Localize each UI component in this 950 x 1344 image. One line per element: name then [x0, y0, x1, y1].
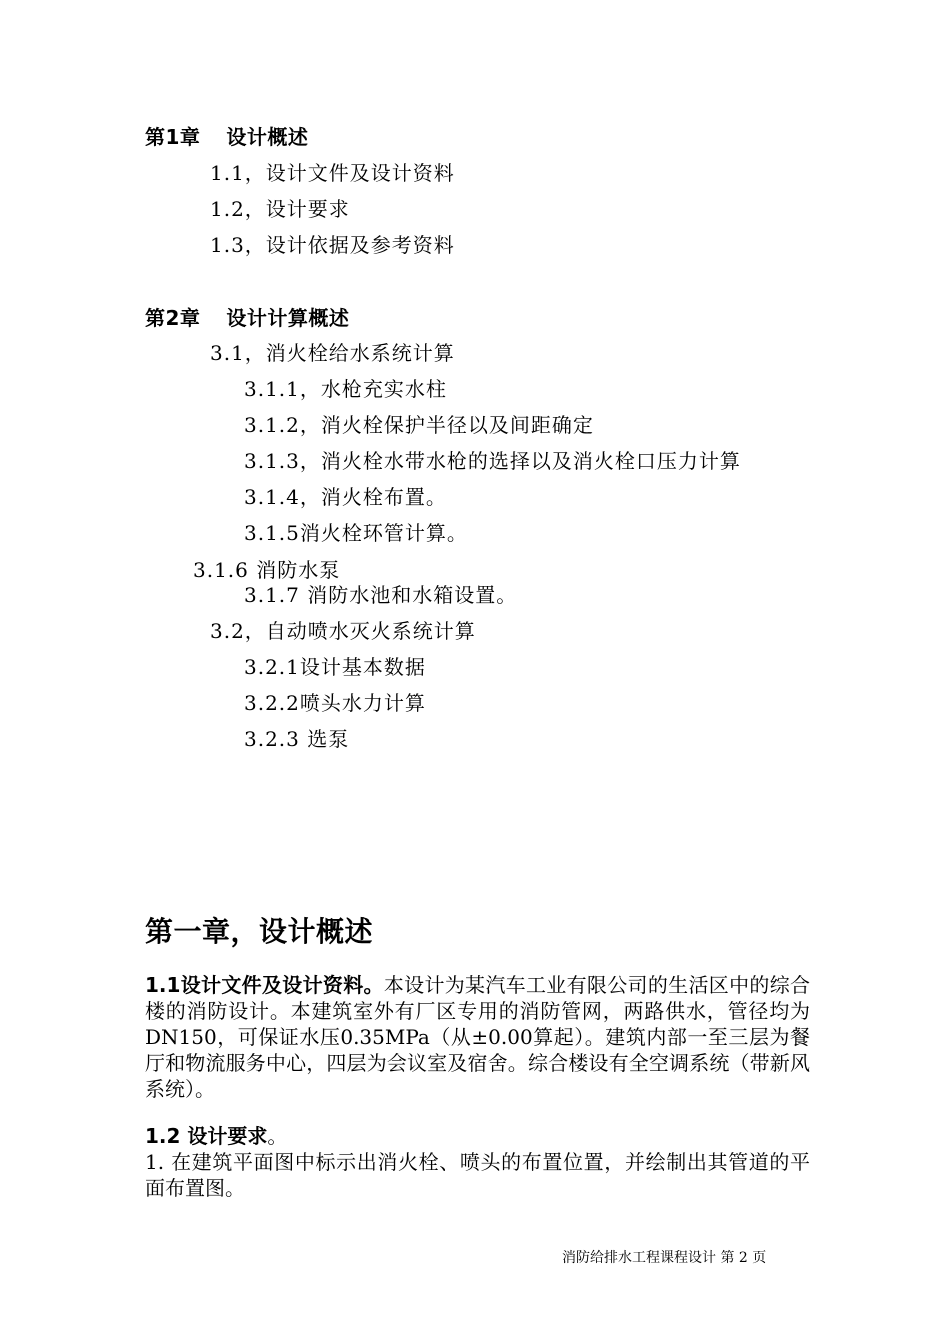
toc-chapter-1-num: 第1章: [145, 125, 201, 149]
toc-item-1-1: 1.1，设计文件及设计资料: [210, 161, 455, 185]
toc-item-3-1-7: 3.1.7 消防水池和水箱设置。: [244, 583, 518, 607]
paragraph-1-1: [145, 972, 810, 1102]
toc-item-3-1: 3.1，消火栓给水系统计算: [210, 341, 455, 365]
toc-chapter-2-title: 设计计算概述: [226, 306, 350, 330]
toc-chapter-2-num: 第2章: [145, 306, 201, 330]
chapter-heading: 第一章，设计概述: [145, 915, 374, 948]
toc-item-1-2: 1.2，设计要求: [210, 197, 350, 221]
toc-item-3-2: 3.2，自动喷水灭火系统计算: [210, 619, 476, 643]
toc-item-3-1-5: 3.1.5消火栓环管计算。: [244, 521, 468, 545]
section-1-2-title: [145, 1123, 810, 1149]
toc-chapter-1: [145, 127, 308, 147]
paragraph-1-1-text: 本设计为某汽车工业有限公司的生活区中的综合楼的消防设计。本建筑室外有厂区专用的消防管网，两路供水，管径均为DN150，可保证水压0.35MPa（从±0.00算起）。建筑内部一至三层为餐厅和物流服务中心，四层为会议室及宿舍。综合楼设有全空调系统（带新风系统）。: [145, 973, 810, 1101]
toc-item-3-1-1: 3.1.1，水枪充实水柱: [244, 377, 447, 401]
toc-chapter-1-title: 设计概述: [226, 125, 309, 149]
section-1-2-tail: 。: [267, 1124, 288, 1148]
toc-item-3-2-2: 3.2.2喷头水力计算: [244, 691, 426, 715]
requirement-item-1: 1. 在建筑平面图中标示出消火栓、喷头的布置位置，并绘制出其管道的平面布置图。: [145, 1150, 810, 1200]
toc-item-3-2-1: 3.2.1设计基本数据: [244, 655, 426, 679]
paragraph-1-1-lead: 1.1设计文件及设计资料。: [145, 973, 384, 997]
toc-item-3-1-6: 3.1.6 消防水泵: [193, 558, 341, 582]
toc-item-3-1-3: 3.1.3，消火栓水带水枪的选择以及消火栓口压力计算: [244, 449, 741, 473]
toc-item-3-1-4: 3.1.4，消火栓布置。: [244, 485, 447, 509]
toc-item-3-2-3: 3.2.3 选泵: [244, 727, 350, 751]
toc-chapter-2: [145, 308, 349, 328]
page-footer: 消防给排水工程课程设计 第 2 页: [562, 1250, 767, 1266]
section-1-2-lead: 1.2 设计要求: [145, 1124, 268, 1148]
toc-item-3-1-2: 3.1.2，消火栓保护半径以及间距确定: [244, 413, 594, 437]
toc-item-1-3: 1.3，设计依据及参考资料: [210, 233, 455, 257]
